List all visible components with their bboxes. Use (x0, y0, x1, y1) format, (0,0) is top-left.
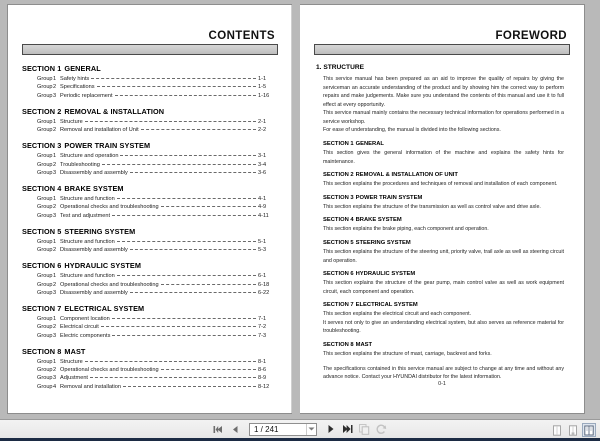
toc-entry-title: Structure (60, 118, 83, 125)
two-page-view-button[interactable] (582, 423, 596, 437)
toc-entry-title: Test and adjustment (60, 212, 111, 219)
toc-entry-group-number: 4 (53, 383, 57, 390)
toc-entry-title: Structure and operation (60, 153, 119, 160)
toc-section-name: GENERAL (64, 64, 101, 73)
toc-entry-group-number: 2 (53, 367, 57, 374)
toc-section (22, 184, 278, 219)
last-page-icon (342, 424, 353, 434)
toc-entry-leader (97, 86, 256, 87)
foreword-section-number: SECTION 6 (323, 271, 354, 278)
toc-entry[interactable] (22, 290, 278, 296)
toc-entry[interactable] (22, 239, 278, 245)
toc-entry-page-number: 7-3 (258, 332, 267, 339)
foreword-section-body: This section explains the structure of mast, carriage, backrest and forks. (323, 350, 492, 357)
toc-entry-group-label: Group (37, 375, 53, 382)
toc-entry-leader (90, 377, 256, 378)
foreword-section-number: SECTION 1 (323, 141, 354, 148)
toc-entry-page-number: 8-1 (258, 358, 267, 365)
page-right-foreword (300, 4, 585, 414)
toc-entry[interactable] (22, 76, 278, 82)
toc-section-heading (22, 107, 278, 116)
toc-entry-group-number: 3 (53, 169, 57, 176)
foreword-section-heading (323, 172, 570, 178)
toc-entry-group-label: Group (37, 204, 53, 211)
toc-entry[interactable] (22, 153, 278, 159)
toc-entry[interactable] (22, 127, 278, 133)
page-number-input[interactable] (250, 424, 306, 435)
toc-entry-group-label: Group (37, 358, 53, 365)
toc-entry-group-number: 2 (53, 324, 57, 331)
toc-entry-page-number: 4-11 (258, 212, 269, 219)
toc-entry[interactable] (22, 316, 278, 322)
toc-section-number: SECTION 7 (22, 303, 62, 313)
foreword-paragraph: This service manual has been prepared as an aid to improve the quality of repairs by giving the serviceman an accurate understanding of the product and by showing him the correct way to perform repairs and make judgements. Make sure you understand the contents of this manual and use it to full effect at every opportunity. (323, 76, 564, 108)
toc-entry-title: Structure and function (60, 273, 115, 280)
toc-entry-title: Operational checks and troubleshooting (60, 281, 159, 288)
foreword-section-number: SECTION 2 (323, 172, 354, 179)
rotate-button[interactable] (375, 422, 388, 436)
toc-entry-group-number: 2 (53, 281, 57, 288)
foreword-section-name: STEERING SYSTEM (355, 239, 411, 246)
foreword-section-heading (323, 240, 570, 246)
toc-section-name: MAST (64, 346, 86, 356)
toc-entry-leader (161, 284, 256, 285)
toc-entry-group-label: Group (37, 153, 53, 160)
foreword-section-body: This section explains the electrical circuit and each component. (323, 311, 472, 318)
toc-entry-group-number: 3 (53, 289, 57, 296)
foreword-intro (314, 75, 570, 135)
toc-entry-group-number: 1 (53, 118, 57, 125)
toc-entry-leader (130, 292, 256, 293)
toc-entry-title: Troubleshooting (60, 161, 100, 168)
toc-section-number: SECTION 1 (22, 64, 62, 73)
first-page-button[interactable] (212, 422, 225, 436)
toc-entry-group-number: 2 (53, 204, 57, 211)
toc-entry-group-label: Group (37, 289, 53, 296)
foreword-section-heading (323, 141, 570, 147)
toc-section-heading (22, 347, 278, 356)
toc-entry-leader (130, 249, 256, 250)
toc-entry-leader (115, 95, 256, 96)
page-title-contents: CONTENTS (208, 30, 275, 42)
toc-entry-page-number: 4-9 (258, 204, 267, 211)
toc-entry-group-label: Group (37, 367, 53, 374)
toc-entry-title: Removal and installation (60, 383, 121, 390)
toc-entry-leader (141, 129, 256, 130)
toc-entry-leader (91, 78, 256, 79)
single-page-view-icon (552, 425, 562, 436)
copy-button[interactable] (358, 422, 371, 436)
toc-entry-page-number: 1-1 (258, 76, 267, 82)
toc-section (22, 261, 278, 296)
toc-entry-group-label: Group (37, 84, 53, 91)
foreword-section-name: MAST (355, 341, 373, 348)
toc-entry-title: Specifications (60, 84, 95, 91)
toc-entry-group-label: Group (37, 332, 53, 339)
toc-entry-page-number: 3-4 (258, 161, 267, 168)
toc-entry[interactable] (22, 247, 278, 253)
toc-entry[interactable] (22, 196, 278, 202)
toc-entry-leader (123, 386, 256, 387)
foreword-sections (314, 141, 570, 359)
toc-entry-group-label: Group (37, 273, 53, 280)
continuous-page-view-icon (568, 425, 578, 436)
toc-entry-leader (112, 335, 256, 336)
foreword-section-heading (323, 195, 570, 201)
toc-section-name: ELECTRICAL SYSTEM (64, 303, 145, 313)
foreword-section-body: This section gives the general information of the machine and explains the safety hints for maintenance. (323, 150, 564, 165)
toc-entry-title: Electrical circuit (60, 324, 99, 331)
foreword-section-body: This section explains the structure of the transmission as well as control valve and drive axle. (323, 203, 541, 210)
toc-entry[interactable] (22, 204, 278, 210)
toc-section-number: SECTION 4 (22, 183, 62, 193)
toc-entry[interactable] (22, 84, 278, 90)
toc-entry-page-number: 2-1 (258, 118, 267, 125)
toc-section-heading (22, 227, 278, 236)
toc-section (22, 141, 278, 176)
toc-entry-page-number: 1-5 (258, 84, 267, 91)
toc-section (22, 64, 278, 99)
toc-entry-page-number: 4-1 (258, 195, 267, 202)
toc-entry-page-number: 7-2 (258, 324, 267, 331)
foreword-section-heading (323, 302, 570, 308)
toc-entry-leader (117, 275, 256, 276)
foreword-section-name: HYDRAULIC SYSTEM (355, 271, 416, 278)
toc-entry-page-number: 8-9 (258, 375, 267, 382)
toc-entry[interactable] (22, 170, 278, 176)
toc-entry[interactable] (22, 359, 278, 365)
toc-entry[interactable] (22, 282, 278, 288)
foreword-section-body: This section explains the brake piping, each component and operation. (323, 226, 489, 233)
last-page-button[interactable] (341, 422, 354, 436)
toc-entry-title: Periodic replacement (60, 92, 113, 99)
previous-page-button[interactable] (229, 422, 242, 436)
toc-entry-leader (117, 241, 256, 242)
foreword-section-heading (323, 342, 570, 348)
toc-entry-title: Structure and function (60, 195, 115, 202)
toc-entry-group-label: Group (37, 281, 53, 288)
toc-entry-group-label: Group (37, 92, 53, 99)
toc-entry-group-number: 1 (53, 315, 57, 322)
toc-section-number: SECTION 8 (22, 346, 62, 356)
toc-entry-title: Disassembly and assembly (60, 247, 128, 254)
viewer-toolbar (0, 419, 600, 441)
toc-section-name: HYDRAULIC SYSTEM (64, 261, 142, 271)
page-number-field[interactable] (249, 423, 317, 436)
toc-section-heading (22, 184, 278, 193)
toc-entry-group-number: 1 (53, 195, 57, 202)
toc-entry[interactable] (22, 213, 278, 219)
toc-entry[interactable] (22, 324, 278, 330)
toc-entry-leader (161, 369, 256, 370)
toc-entry-group-label: Group (37, 169, 53, 176)
toc-section-name: REMOVAL & INSTALLATION (64, 106, 165, 116)
foreword-section-body: This section explains the structure of the steering unit, priority valve, trail axle as well as steering circuit and operation. (323, 248, 564, 264)
title-rule-bar (22, 44, 278, 55)
next-page-button[interactable] (324, 422, 337, 436)
toc-entry-group-label: Group (37, 315, 53, 322)
toc-section (22, 107, 278, 133)
continuous-page-view-button[interactable] (566, 423, 580, 437)
toc-entry-page-number: 8-12 (258, 383, 270, 390)
toc-entry-leader (130, 172, 256, 173)
toc-entry[interactable] (22, 333, 278, 339)
toc-entry-page-number: 8-6 (258, 367, 267, 374)
toc-entry-page-number: 1-16 (258, 92, 270, 99)
toc-entry-leader (101, 326, 256, 327)
toc-section-number: SECTION 6 (22, 261, 62, 271)
toc-entry-group-number: 3 (53, 332, 57, 339)
toc-entry[interactable] (22, 384, 278, 390)
foreword-section-number: SECTION 3 (323, 194, 354, 201)
chevron-down-icon (308, 427, 315, 431)
previous-page-icon (231, 425, 240, 434)
toc-entry-title: Disassembly and assembly (60, 289, 128, 296)
toc-entry-title: Structure (60, 358, 83, 365)
page-left-contents (7, 4, 292, 414)
foreword-section-heading (323, 271, 570, 277)
toc-section-heading (22, 304, 278, 313)
foreword-heading: 1. STRUCTURE (316, 64, 364, 71)
toc-section (22, 347, 278, 390)
toc-entry-group-number: 1 (53, 153, 57, 160)
toc-entry-title: Component location (60, 315, 110, 322)
foreword-section-name: BRAKE SYSTEM (355, 217, 402, 224)
toc-entry-page-number: 6-1 (258, 273, 267, 280)
toc-section-name: STEERING SYSTEM (64, 226, 136, 236)
toc-entry-group-label: Group (37, 195, 53, 202)
toc-entry-page-number: 7-1 (258, 315, 267, 322)
foreword-section-name: POWER TRAIN SYSTEM (355, 194, 423, 201)
toc-entry-leader (102, 164, 256, 165)
toc-entry-group-number: 2 (53, 84, 57, 91)
toc-entry-leader (112, 318, 256, 319)
toc-entry-page-number: 5-1 (258, 238, 267, 245)
toc-entry-leader (85, 361, 256, 362)
foreword-section-body: This section explains the procedures and techniques of removal and installation of each component. (323, 181, 558, 188)
toc-entry-group-label: Group (37, 247, 53, 254)
two-page-view-icon (584, 425, 594, 436)
toc-section (22, 304, 278, 339)
toc-entry-page-number: 2-2 (258, 127, 267, 134)
toc-entry-group-label: Group (37, 383, 53, 390)
toc-section-heading (22, 64, 278, 73)
toc-entry-title: Electric components (60, 332, 111, 339)
toc-entry[interactable] (22, 162, 278, 168)
toc-entry-leader (161, 206, 256, 207)
foreword-section-name: GENERAL (355, 141, 384, 148)
first-page-icon (213, 425, 224, 434)
toc-entry-group-number: 2 (53, 247, 57, 254)
toc-entry[interactable] (22, 273, 278, 279)
toc-entry-group-number: 2 (53, 127, 57, 134)
toc-entry-group-label: Group (37, 238, 53, 245)
toc-section-number: SECTION 3 (22, 141, 62, 151)
toc-entry-group-label: Group (37, 127, 53, 134)
toc-section (22, 227, 278, 253)
toc-entry-title: Structure and function (60, 238, 115, 245)
toc-entry-title: Safety hints (60, 76, 90, 82)
toc-entry-group-label: Group (37, 118, 53, 125)
page-title-foreword: FOREWORD (495, 30, 567, 42)
toc-section-number: SECTION 2 (22, 106, 62, 116)
toc-section-heading (22, 141, 278, 150)
foreword-notice: The specifications contained in this service manual are subject to change at any time and without any advance notice. Contact your HYUNDAI distributor for the latest information. (323, 365, 564, 381)
foreword-section-body: This section explains the structure of the gear pump, main control valve as well as work equipment circuit, each component and operation. (323, 280, 564, 295)
toc-section-name: BRAKE SYSTEM (64, 183, 124, 193)
toc-entry-title: Operational checks and troubleshooting (60, 367, 159, 374)
page-dropdown-caret[interactable] (306, 424, 316, 435)
toc-entry-leader (85, 121, 256, 122)
toc-section-name: POWER TRAIN SYSTEM (64, 141, 151, 151)
toc-entry-page-number: 5-3 (258, 247, 267, 254)
foreword-section-number: SECTION 8 (323, 341, 354, 348)
page-footer-number: 0-1 (438, 381, 446, 387)
toc-entry-group-label: Group (37, 76, 53, 82)
foreword-paragraph: This service manual mainly contains the necessary technical information for operations performed in a service workshop. (323, 110, 564, 125)
foreword-section-number: SECTION 7 (323, 302, 354, 309)
foreword-paragraph: For ease of understanding, the manual is divided into the following sections. (323, 127, 501, 134)
toc-entry-group-number: 3 (53, 92, 57, 99)
toc-entry-group-number: 1 (53, 76, 57, 82)
toc-entry-group-number: 3 (53, 212, 57, 219)
table-of-contents (22, 64, 278, 390)
toc-entry-title: Adjustment (60, 375, 88, 382)
toc-entry-page-number: 3-6 (258, 169, 267, 176)
toc-entry-group-number: 1 (53, 273, 57, 280)
toc-section-number: SECTION 5 (22, 226, 62, 236)
title-rule-bar (314, 44, 570, 55)
single-page-view-button[interactable] (550, 423, 564, 437)
foreword-section-name: ELECTRICAL SYSTEM (355, 302, 418, 309)
toc-entry-leader (117, 198, 256, 199)
toc-entry-title: Removal and installation of Unit (60, 127, 139, 134)
toc-entry-group-number: 1 (53, 238, 57, 245)
rotate-icon (376, 424, 387, 435)
toc-entry[interactable] (22, 119, 278, 125)
toc-entry-page-number: 6-18 (258, 281, 270, 288)
foreword-section-body-2: It serves not only to give an understanding electrical system, but also serves as reference material for troubleshooting. (323, 319, 564, 335)
toc-entry-group-label: Group (37, 324, 53, 331)
next-page-icon (326, 424, 335, 434)
copy-icon (359, 424, 370, 435)
toc-entry-page-number: 3-1 (258, 153, 267, 160)
toc-entry-title: Disassembly and assembly (60, 169, 128, 176)
foreword-section-number: SECTION 5 (323, 239, 354, 246)
toc-entry[interactable] (22, 367, 278, 373)
toc-entry-leader (120, 155, 256, 156)
toc-entry-group-number: 2 (53, 161, 57, 168)
foreword-section-name: REMOVAL & INSTALLATION OF UNIT (355, 172, 458, 179)
toc-entry[interactable] (22, 375, 278, 381)
toc-entry-group-label: Group (37, 212, 53, 219)
toc-entry-page-number: 6-22 (258, 289, 270, 296)
toc-entry-group-number: 3 (53, 375, 57, 382)
foreword-section-number: SECTION 4 (323, 217, 354, 224)
foreword-section-heading (323, 217, 570, 223)
toc-entry-group-label: Group (37, 161, 53, 168)
toc-section-heading (22, 261, 278, 270)
toc-entry-group-number: 1 (53, 358, 57, 365)
toc-entry-leader (112, 215, 256, 216)
toc-entry[interactable] (22, 93, 278, 99)
toc-entry-title: Operational checks and troubleshooting (60, 204, 159, 211)
